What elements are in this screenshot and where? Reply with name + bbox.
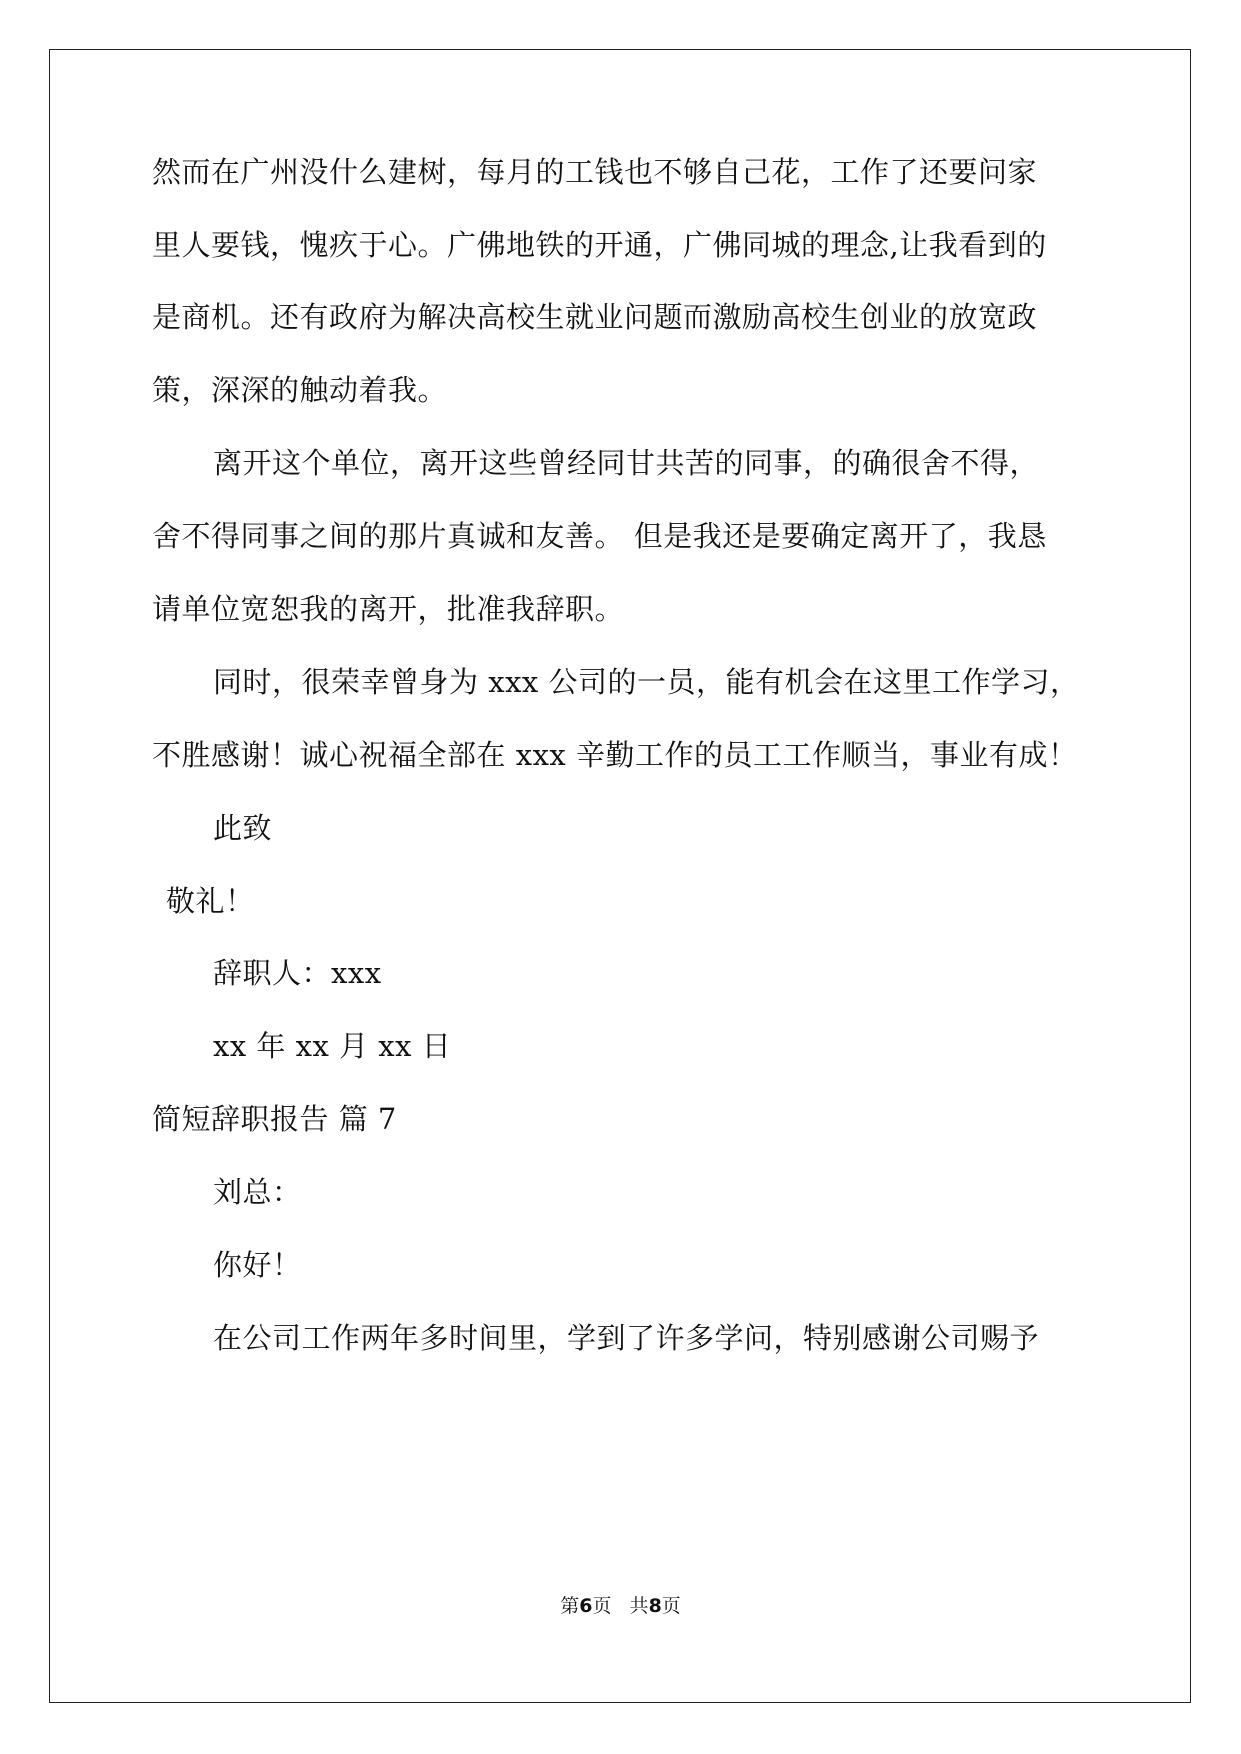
- footer-middle: 页 共: [592, 1595, 649, 1617]
- body-text-line: 舍不得同事之间的那片真诚和友善。 但是我还是要确定离开了，我恳: [152, 519, 1047, 553]
- total-page-number: 8: [648, 1595, 662, 1617]
- greeting-line: 你好！: [213, 1248, 302, 1282]
- section-title: 简短辞职报告 篇 7: [152, 1102, 397, 1136]
- body-text-line: 里人要钱，愧疚于心。广佛地铁的开通，广佛同城的理念,让我看到的: [152, 228, 1047, 262]
- body-text-line: 然而在广州没什么建树，每月的工钱也不够自己花，工作了还要问家: [152, 155, 1038, 189]
- closing-line: 此致: [213, 811, 273, 845]
- footer-suffix: 页: [661, 1595, 681, 1617]
- body-text-line: 请单位宽恕我的离开，批准我辞职。: [152, 592, 625, 626]
- salutation-line: 敬礼！: [166, 884, 255, 918]
- body-text-line: 策，深深的触动着我。: [152, 373, 448, 407]
- paragraph-start-line: 在公司工作两年多时间里，学到了许多学问，特别感谢公司赐予: [213, 1321, 1040, 1355]
- signature-line: 辞职人：xxx: [213, 956, 382, 990]
- paragraph-start-line: 离开这个单位，离开这些曾经同甘共苦的同事，的确很舍不得，: [213, 446, 1040, 480]
- date-line: xx 年 xx 月 xx 日: [213, 1029, 452, 1063]
- body-text-line: 不胜感谢！诚心祝福全部在 xxx 辛勤工作的员工工作顺当，事业有成！: [152, 738, 1078, 772]
- body-text-line: 是商机。还有政府为解决高校生就业问题而激励高校生创业的放宽政: [152, 300, 1038, 334]
- paragraph-start-line: 同时，很荣幸曾身为 xxx 公司的一员，能有机会在这里工作学习，: [213, 665, 1080, 699]
- current-page-number: 6: [579, 1595, 593, 1617]
- page-footer: [0, 1594, 1241, 1618]
- footer-prefix: 第: [560, 1595, 580, 1617]
- addressee-line: 刘总：: [213, 1175, 302, 1209]
